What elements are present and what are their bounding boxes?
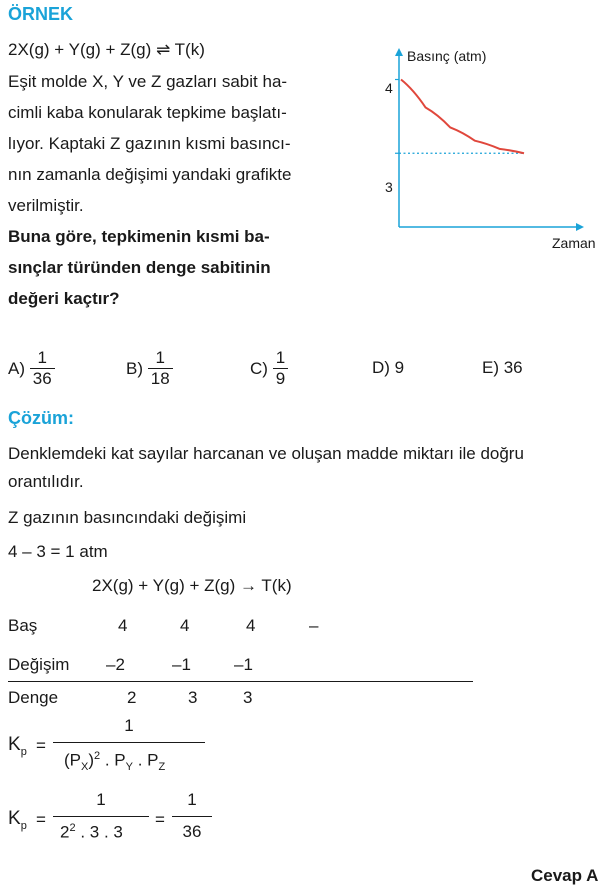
solution-line: orantılıdır.: [8, 472, 84, 491]
solution-title: Çözüm:: [8, 408, 74, 428]
fraction-numerator: 1: [155, 348, 165, 367]
solution-line: Z gazının basıncındaki değişimi: [8, 508, 247, 527]
table-cell: 3: [188, 688, 198, 707]
table-divider: [8, 681, 473, 682]
den-sup: 2: [69, 822, 76, 834]
den-sub: Y: [125, 761, 133, 774]
question-line: cimli kaba konularak tepkime başlatı-: [8, 103, 287, 122]
kp-letter: K: [8, 734, 21, 755]
fraction-line: [172, 816, 212, 817]
equals-sign: =: [36, 736, 46, 755]
option-a[interactable]: [8, 348, 55, 389]
solution-line: Denklemdeki kat sayılar harcanan ve oluşan madde miktarı ile doğru: [8, 444, 524, 463]
option-label: B): [126, 358, 143, 378]
kp-subscript: p: [20, 745, 27, 758]
den-sup: 2: [94, 750, 101, 762]
solution-line: 4 – 3 = 1 atm: [8, 542, 108, 561]
option-fraction: [273, 348, 288, 389]
kp-symbol: [8, 734, 27, 758]
option-fraction: [30, 348, 55, 389]
fraction-denominator: 9: [273, 368, 288, 389]
fraction-denominator: 18: [148, 368, 173, 389]
table-row-label: Baş: [8, 616, 38, 635]
equals-sign: =: [155, 810, 165, 829]
question-line: verilmiştir.: [8, 196, 84, 215]
y-axis-arrow: [395, 48, 403, 56]
kp1-denominator: [64, 750, 165, 773]
den-part: (P: [64, 750, 81, 770]
fraction-numerator: 1: [37, 348, 47, 367]
table-cell: 4: [118, 616, 128, 635]
option-fraction: [148, 348, 173, 389]
table-cell: 2: [127, 688, 137, 707]
den-part: . 3 . 3: [75, 822, 123, 842]
option-e[interactable]: E) 36: [482, 358, 523, 377]
option-label: A): [8, 358, 25, 378]
kp1-numerator: 1: [124, 716, 134, 735]
table-cell: 4: [246, 616, 256, 635]
pressure-curve: [401, 80, 524, 154]
table-cell: –1: [234, 655, 253, 674]
question-bold-line: Buna göre, tepkimenin kısmi ba-: [8, 227, 270, 246]
option-b[interactable]: [126, 348, 173, 389]
table-row-label: Denge: [8, 688, 59, 707]
table-cell: –: [309, 616, 319, 635]
example-title: ÖRNEK: [8, 4, 74, 24]
kp2-denominator: [60, 822, 123, 843]
question-line: nın zamanla değişimi yandaki grafikte: [8, 165, 292, 184]
den-sub: Z: [158, 761, 166, 774]
option-d[interactable]: D) 9: [372, 358, 405, 377]
den-part: . P: [100, 750, 126, 770]
kp-subscript: p: [20, 819, 27, 832]
question-line: Eşit molde X, Y ve Z gazları sabit ha-: [8, 72, 288, 91]
den-part: ): [88, 750, 95, 770]
kp2-numerator: 1: [96, 790, 106, 809]
table-row-label: Değişim: [8, 655, 70, 674]
fraction-denominator: 36: [30, 368, 55, 389]
table-cell: –1: [172, 655, 191, 674]
y-tick-label: 4: [385, 80, 393, 96]
question-bold-line: değeri kaçtır?: [8, 289, 120, 308]
fraction-line: [53, 816, 149, 817]
question-line: lıyor. Kaptaki Z gazının kısmi basıncı-: [8, 134, 291, 153]
x-axis-label: Zaman: [552, 235, 596, 251]
pressure-time-chart: [370, 42, 610, 257]
answer-label: Cevap A: [531, 866, 599, 885]
den-sub: X: [81, 761, 89, 774]
option-label: C): [250, 358, 268, 378]
table-cell: –2: [106, 655, 125, 674]
result-numerator: 1: [187, 790, 197, 809]
x-axis-arrow: [576, 223, 584, 231]
fraction-numerator: 1: [275, 348, 286, 367]
equals-sign: =: [36, 810, 46, 829]
kp-symbol: [8, 808, 27, 832]
den-part: 2: [60, 822, 70, 842]
question-bold-line: sınçlar türünden denge sabitinin: [8, 258, 271, 277]
result-denominator: 36: [182, 822, 202, 841]
y-axis-label: Basınç (atm): [407, 48, 487, 64]
y-tick-label: 3: [385, 179, 393, 195]
fraction-line: [53, 742, 205, 743]
question-text: [8, 66, 291, 314]
table-cell: 4: [180, 616, 190, 635]
question-reaction: 2X(g) + Y(g) + Z(g) ⇌ T(k): [8, 40, 205, 59]
option-c[interactable]: [250, 348, 288, 389]
solution-reaction: 2X(g) + Y(g) + Z(g) → T(k): [92, 576, 292, 595]
den-part: . P: [133, 750, 159, 770]
kp-letter: K: [8, 808, 21, 829]
table-cell: 3: [243, 688, 253, 707]
